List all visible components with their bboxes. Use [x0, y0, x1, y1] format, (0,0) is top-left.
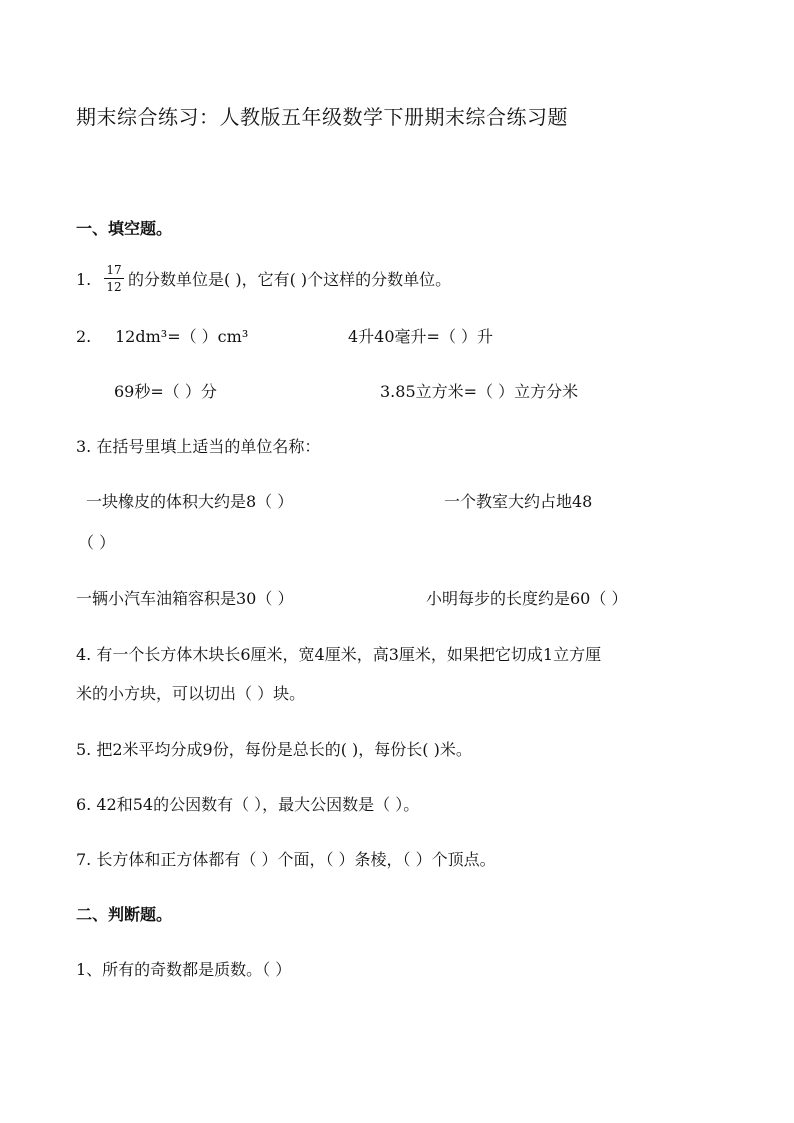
question-3-part-a: 一块橡皮的体积大约是8（ ） [86, 492, 294, 511]
question-1-number: 1. [76, 270, 92, 289]
judgement-question-1: 1、所有的奇数都是质数。（ ） [76, 960, 292, 979]
section-heading-fill-blank: 一、填空题。 [76, 219, 173, 238]
section-heading-true-false: 二、判断题。 [76, 905, 173, 924]
question-4-line-1: 4. 有一个长方体木块长6厘米，宽4厘米，高3厘米，如果把它切成1立方厘 [76, 645, 602, 664]
fraction-denominator: 12 [106, 280, 122, 294]
question-3-text: 3. 在括号里填上适当的单位名称： [76, 437, 321, 456]
question-7: 7. 长方体和正方体都有（ ）个面，（ ）条棱，（ ）个顶点。 [76, 850, 496, 869]
question-5: 5. 把2米平均分成9份，每份是总长的( )，每份长( )米。 [76, 740, 472, 759]
question-2-part-a: 12dm³=（ ）cm³ [115, 327, 249, 346]
page-title: 期末综合练习：人教版五年级数学下册期末综合练习题 [76, 105, 568, 129]
question-3-part-b: 一个教室大约占地48 [444, 492, 593, 511]
question-2-number: 2. [76, 327, 92, 346]
question-1-text: 的分数单位是( )，它有( )个这样的分数单位。 [128, 270, 452, 289]
question-3-part-b-blank: （ ） [78, 533, 116, 552]
question-6: 6. 42和54的公因数有（ ），最大公因数是（ ）。 [76, 795, 420, 814]
question-2-part-d: 3.85立方米=（ ）立方分米 [380, 382, 579, 401]
question-3-part-c: 一辆小汽车油箱容积是30（ ） [76, 589, 294, 608]
question-2-part-c: 69秒=（ ）分 [114, 382, 217, 401]
fraction-numerator: 17 [104, 263, 124, 279]
question-4-line-2: 米的小方块，可以切出（ ）块。 [76, 684, 306, 703]
question-2-part-b: 4升40毫升=（ ）升 [348, 327, 494, 346]
fraction-17-12 [104, 263, 124, 294]
question-3-part-d: 小明每步的长度约是60（ ） [426, 589, 628, 608]
